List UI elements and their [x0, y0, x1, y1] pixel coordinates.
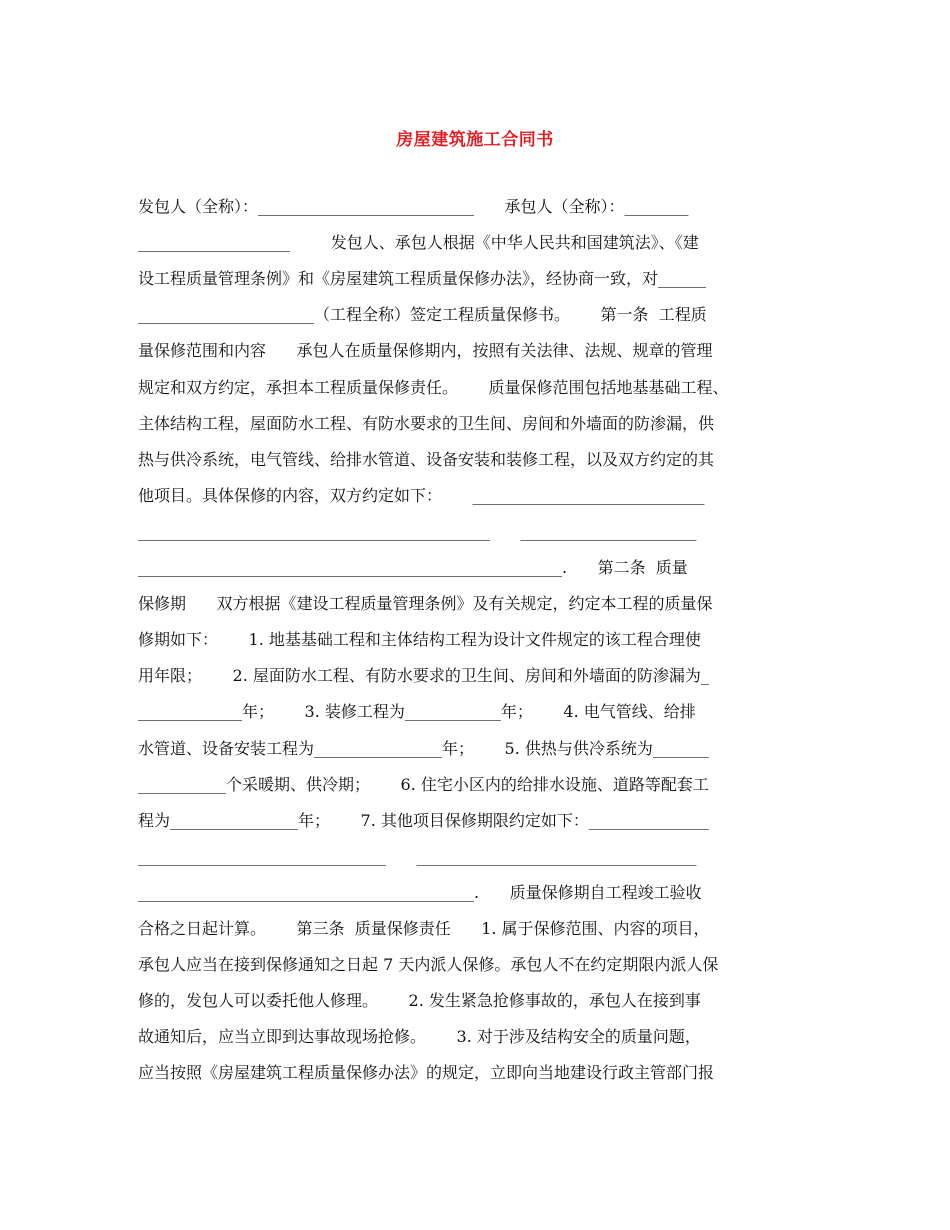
- body-line: __________________________________________. 质量保修期自工程竣工验收: [138, 882, 702, 902]
- body-line: _____________________________________________________. 第二条 质量: [138, 558, 688, 577]
- body-line: 热与供冷系统，电气管线、给排水管道、设备安装和装修工程，以及双方约定的其: [138, 449, 715, 469]
- body-line: 他项目。具体保修的内容，双方约定如下： _____________________________: [138, 485, 705, 505]
- body-line: 合格之日起计算。 第三条 质量保修责任 1. 属于保修范围、内容的项目，: [138, 919, 710, 938]
- document-title: 房屋建筑施工合同书: [396, 130, 554, 150]
- body-line: ____________________________________________ ______________________: [138, 521, 697, 541]
- body-line: _______________________________ ___________________________________: [138, 846, 697, 866]
- body-line: 保修期 双方根据《建设工程质量管理条例》及有关规定，约定本工程的质量保: [138, 594, 713, 614]
- body-line: ______________________（工程全称）签定工程质量保修书。 第一条 工程质: [138, 305, 707, 325]
- body-line: 主体结构工程，屋面防水工程、有防水要求的卫生间、房间和外墙面的防渗漏，供: [138, 413, 715, 433]
- body-line: ___________个采暖期、供冷期； 6. 住宅小区内的给排水设施、道路等配套工: [138, 774, 709, 794]
- body-line: 发包人（全称）：___________________________ 承包人（全称）：________: [138, 197, 689, 216]
- body-line: 设工程质量管理条例》和《房屋建筑工程质量保修办法》，经协商一致，对______: [138, 269, 707, 289]
- body-line: 故通知后，应当立即到达事故现场抢修。 3. 对于涉及结构安全的质量问题，: [138, 1027, 701, 1047]
- body-line: 规定和双方约定，承担本工程质量保修责任。 质量保修范围包括地基基础工程、: [138, 377, 729, 397]
- body-line: 修期如下： 1. 地基基础工程和主体结构工程为设计文件规定的该工程合理使: [138, 630, 701, 650]
- body-line: ___________________ 发包人、承包人根据《中华人民共和国建筑法》、《建: [138, 233, 699, 253]
- body-line: 修的，发包人可以委托他人修理。 2. 发生紧急抢修事故的，承包人在接到事: [138, 991, 701, 1011]
- body-line: 承包人应当在接到保修通知之日起 7 天内派人保修。承包人不在约定期限内派人保: [138, 955, 719, 975]
- body-line: 量保修范围和内容 承包人在质量保修期内，按照有关法律、法规、规章的管理: [138, 341, 713, 361]
- body-line: 程为________________年； 7. 其他项目保修期限约定如下：_______________: [138, 810, 709, 830]
- body-line: _____________年； 3. 装修工程为____________年； 4. 电气管线、给排: [138, 702, 696, 722]
- body-line: 水管道、设备安装工程为________________年； 5. 供热与供冷系统为_______: [138, 738, 709, 758]
- body-line: 用年限； 2. 屋面防水工程、有防水要求的卫生间、房间和外墙面的防渗漏为_: [138, 666, 709, 686]
- body-line: 应当按照《房屋建筑工程质量保修办法》的规定，立即向当地建设行政主管部门报: [138, 1063, 715, 1083]
